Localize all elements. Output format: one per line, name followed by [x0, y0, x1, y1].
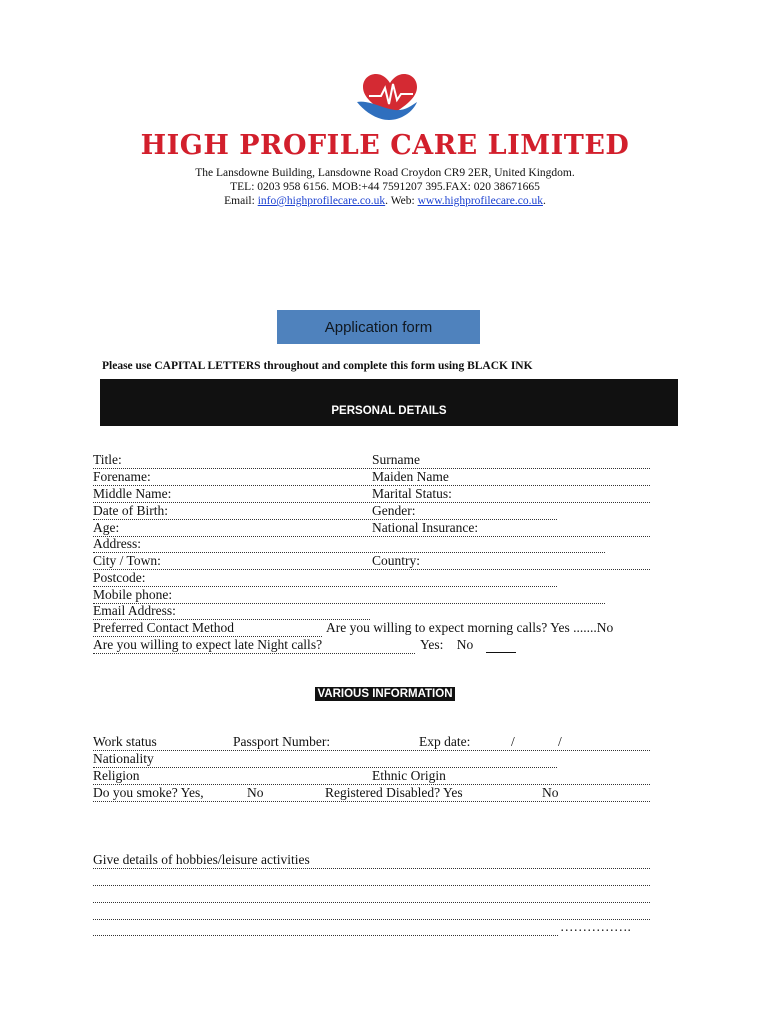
ni-field[interactable]: National Insurance: [372, 520, 479, 535]
dob-gender-row [93, 503, 557, 520]
application-form-title: Application form [277, 310, 480, 344]
personal-details-heading [100, 379, 678, 426]
late-calls-no[interactable]: No [456, 637, 474, 652]
middle-marital-row [93, 486, 650, 503]
web-label: . Web: [385, 195, 415, 207]
preferred-contact-field[interactable]: Preferred Contact Method [93, 620, 234, 635]
late-calls-row [93, 637, 415, 654]
forename-field[interactable]: Forename: [93, 469, 151, 484]
disabled-question[interactable]: Registered Disabled? Yes [325, 785, 463, 800]
email-row [93, 603, 370, 620]
exp-date-slash-1: / [511, 734, 515, 749]
forename-maiden-row [93, 469, 650, 486]
age-ni-row [93, 520, 650, 537]
personal-details-label: PERSONAL DETAILS [331, 404, 447, 417]
company-name: HIGH PROFILE CARE LIMITED [140, 130, 630, 161]
title-surname-row [93, 452, 650, 469]
email-label: Email: [224, 195, 255, 207]
heart-hand-pulse-icon [355, 72, 425, 124]
nationality-field[interactable]: Nationality [93, 751, 154, 766]
email-field[interactable]: Email Address: [93, 603, 176, 618]
gender-field[interactable]: Gender: [372, 503, 416, 518]
marital-status-field[interactable]: Marital Status: [372, 486, 452, 501]
preferred-contact-row [93, 620, 322, 637]
religion-ethnic-row [93, 768, 650, 785]
smoke-question[interactable]: Do you smoke? Yes, [93, 785, 204, 800]
address-line: The Lansdowne Building, Lansdowne Road Croydon CR9 2ER, United Kingdom. [195, 167, 575, 179]
postcode-field[interactable]: Postcode: [93, 570, 146, 585]
hobbies-line-4[interactable] [93, 919, 558, 936]
disabled-no[interactable]: No [542, 785, 559, 800]
title-field[interactable]: Title: [93, 452, 122, 467]
various-information-label: VARIOUS INFORMATION [317, 688, 453, 700]
smoke-disabled-row [93, 785, 650, 802]
dob-field[interactable]: Date of Birth: [93, 503, 168, 518]
hobbies-line-3[interactable] [93, 903, 650, 920]
city-country-row [93, 553, 650, 570]
maiden-name-field[interactable]: Maiden Name [372, 469, 449, 484]
form-instruction: Please use CAPITAL LETTERS throughout and complete this form using BLACK INK [102, 360, 533, 372]
address-field[interactable]: Address: [93, 536, 141, 551]
surname-field[interactable]: Surname [372, 452, 420, 467]
hobbies-row [93, 852, 650, 869]
late-calls-yes[interactable]: Yes: [420, 637, 444, 652]
religion-field[interactable]: Religion [93, 768, 140, 783]
postcode-row [93, 570, 557, 587]
nationality-row [93, 751, 557, 768]
web-link[interactable]: www.highprofilecare.co.uk [417, 195, 543, 207]
smoke-no[interactable]: No [247, 785, 264, 800]
late-calls-no-underline [486, 652, 516, 653]
address-row [93, 536, 605, 553]
hobbies-line-1[interactable] [93, 869, 650, 886]
age-field[interactable]: Age: [93, 520, 120, 535]
mobile-field[interactable]: Mobile phone: [93, 587, 173, 602]
late-calls-answers [420, 637, 473, 653]
email-link[interactable]: info@highprofilecare.co.uk [257, 195, 386, 207]
contact-line [0, 195, 770, 207]
hobbies-line-2[interactable] [93, 886, 650, 903]
late-calls-question[interactable]: Are you willing to expect late Night calls? [93, 637, 323, 652]
hobbies-trailing-dots: ……………. [560, 919, 631, 934]
passport-number-field[interactable]: Passport Number: [233, 734, 331, 749]
phone-line: TEL: 0203 958 6156. MOB:+44 7591207 395.FAX: 020 38671665 [230, 181, 540, 193]
various-information-heading [0, 684, 770, 702]
country-field[interactable]: Country: [372, 553, 421, 568]
exp-date-field[interactable]: Exp date: [419, 734, 471, 749]
city-field[interactable]: City / Town: [93, 553, 161, 568]
web-end: . [542, 195, 546, 207]
mobile-row [93, 587, 605, 604]
work-status-field[interactable]: Work status [93, 734, 157, 749]
middle-name-field[interactable]: Middle Name: [93, 486, 172, 501]
morning-calls-question[interactable]: Are you willing to expect morning calls? Yes .......No [326, 620, 614, 635]
work-passport-row [93, 734, 650, 751]
ethnic-origin-field[interactable]: Ethnic Origin [372, 768, 446, 783]
exp-date-slash-2: / [558, 734, 562, 749]
hobbies-label[interactable]: Give details of hobbies/leisure activities [93, 852, 310, 867]
